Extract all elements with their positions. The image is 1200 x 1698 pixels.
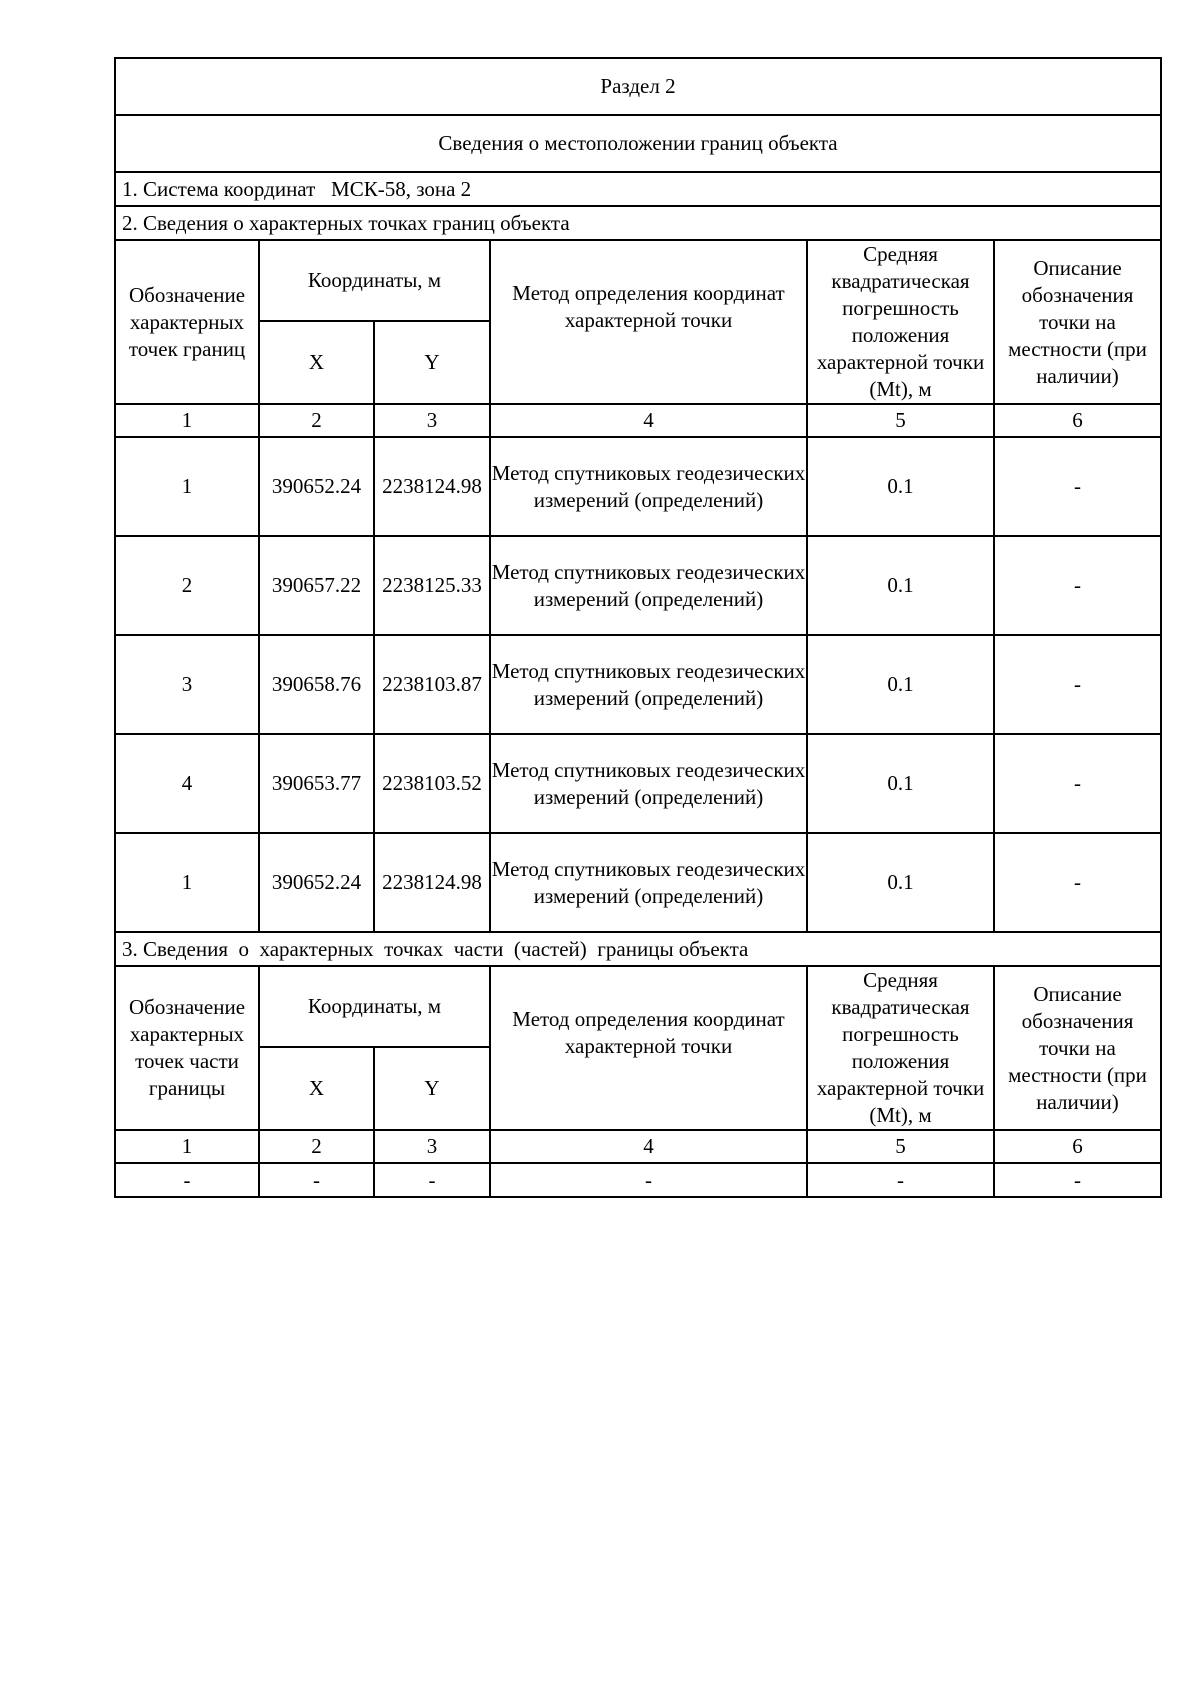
coord-y: 2238103.52 xyxy=(374,734,490,833)
coord-y: 2238125.33 xyxy=(374,536,490,635)
error-value: 0.1 xyxy=(807,635,994,734)
header-description: Описание обозначения точки на местности (при наличии) xyxy=(994,966,1161,1130)
header-method: Метод определения координат характерной точки xyxy=(490,966,807,1130)
coord-y: 2238103.87 xyxy=(374,635,490,734)
table-row xyxy=(115,833,1161,932)
section-title: Раздел 2 xyxy=(115,58,1161,115)
table-row xyxy=(115,437,1161,536)
header-description: Описание обозначения точки на местности (при наличии) xyxy=(994,240,1161,404)
col-number: 6 xyxy=(994,1130,1161,1163)
method: Метод спутниковых геодезических измерений (определений) xyxy=(490,437,807,536)
boundary-table xyxy=(114,57,1162,1198)
method: Метод спутниковых геодезических измерений (определений) xyxy=(490,734,807,833)
point-id: 1 xyxy=(115,437,259,536)
col-number: 6 xyxy=(994,404,1161,437)
point-id: - xyxy=(115,1163,259,1197)
method: Метод спутниковых геодезических измерений (определений) xyxy=(490,635,807,734)
col-number: 2 xyxy=(259,1130,374,1163)
coord-system-label: 1. Система координат xyxy=(122,176,316,201)
header-y: Y xyxy=(374,1047,490,1130)
error-value: 0.1 xyxy=(807,734,994,833)
table-row xyxy=(115,536,1161,635)
point-id: 1 xyxy=(115,833,259,932)
section-subtitle: Сведения о местоположении границ объекта xyxy=(115,115,1161,172)
description: - xyxy=(994,734,1161,833)
header-error: Средняя квадратическая погрешность положения характерной точки (Mt), м xyxy=(807,966,994,1130)
col-number: 2 xyxy=(259,404,374,437)
method: Метод спутниковых геодезических измерений (определений) xyxy=(490,833,807,932)
header-method: Метод определения координат характерной точки xyxy=(490,240,807,404)
coord-x: 390653.77 xyxy=(259,734,374,833)
header-x: X xyxy=(259,321,374,404)
col-number: 1 xyxy=(115,404,259,437)
header-coords: Координаты, м xyxy=(259,966,490,1047)
col-number: 3 xyxy=(374,404,490,437)
col-number: 5 xyxy=(807,1130,994,1163)
description: - xyxy=(994,437,1161,536)
coord-x: 390652.24 xyxy=(259,437,374,536)
header-designation: Обозначение характерных точек части границы xyxy=(115,966,259,1130)
table-row xyxy=(115,734,1161,833)
col-number: 4 xyxy=(490,1130,807,1163)
error-value: 0.1 xyxy=(807,833,994,932)
coord-x: - xyxy=(259,1163,374,1197)
table-row xyxy=(115,635,1161,734)
coord-system-value: МСК-58, зона 2 xyxy=(331,176,472,201)
error-value: 0.1 xyxy=(807,536,994,635)
description: - xyxy=(994,536,1161,635)
table-row xyxy=(115,1163,1161,1197)
point-id: 3 xyxy=(115,635,259,734)
header-designation: Обозначение характерных точек границ xyxy=(115,240,259,404)
method: Метод спутниковых геодезических измерений (определений) xyxy=(490,536,807,635)
col-number: 3 xyxy=(374,1130,490,1163)
coord-y: 2238124.98 xyxy=(374,833,490,932)
col-number: 5 xyxy=(807,404,994,437)
point-id: 2 xyxy=(115,536,259,635)
coord-system-row xyxy=(115,172,1161,206)
coord-x: 390657.22 xyxy=(259,536,374,635)
header-x: X xyxy=(259,1047,374,1130)
method: - xyxy=(490,1163,807,1197)
error-value: - xyxy=(807,1163,994,1197)
col-number: 4 xyxy=(490,404,807,437)
description: - xyxy=(994,1163,1161,1197)
header-coords: Координаты, м xyxy=(259,240,490,321)
description: - xyxy=(994,635,1161,734)
col-number: 1 xyxy=(115,1130,259,1163)
coord-x: 390658.76 xyxy=(259,635,374,734)
table1-title: 2. Сведения о характерных точках границ объекта xyxy=(115,206,1161,240)
coord-x: 390652.24 xyxy=(259,833,374,932)
point-id: 4 xyxy=(115,734,259,833)
header-y: Y xyxy=(374,321,490,404)
coord-y: 2238124.98 xyxy=(374,437,490,536)
table2-title: 3. Сведения о характерных точках части (частей) границы объекта xyxy=(115,932,1161,966)
document-page xyxy=(114,57,1160,1198)
header-error: Средняя квадратическая погрешность положения характерной точки (Mt), м xyxy=(807,240,994,404)
coord-y: - xyxy=(374,1163,490,1197)
description: - xyxy=(994,833,1161,932)
error-value: 0.1 xyxy=(807,437,994,536)
